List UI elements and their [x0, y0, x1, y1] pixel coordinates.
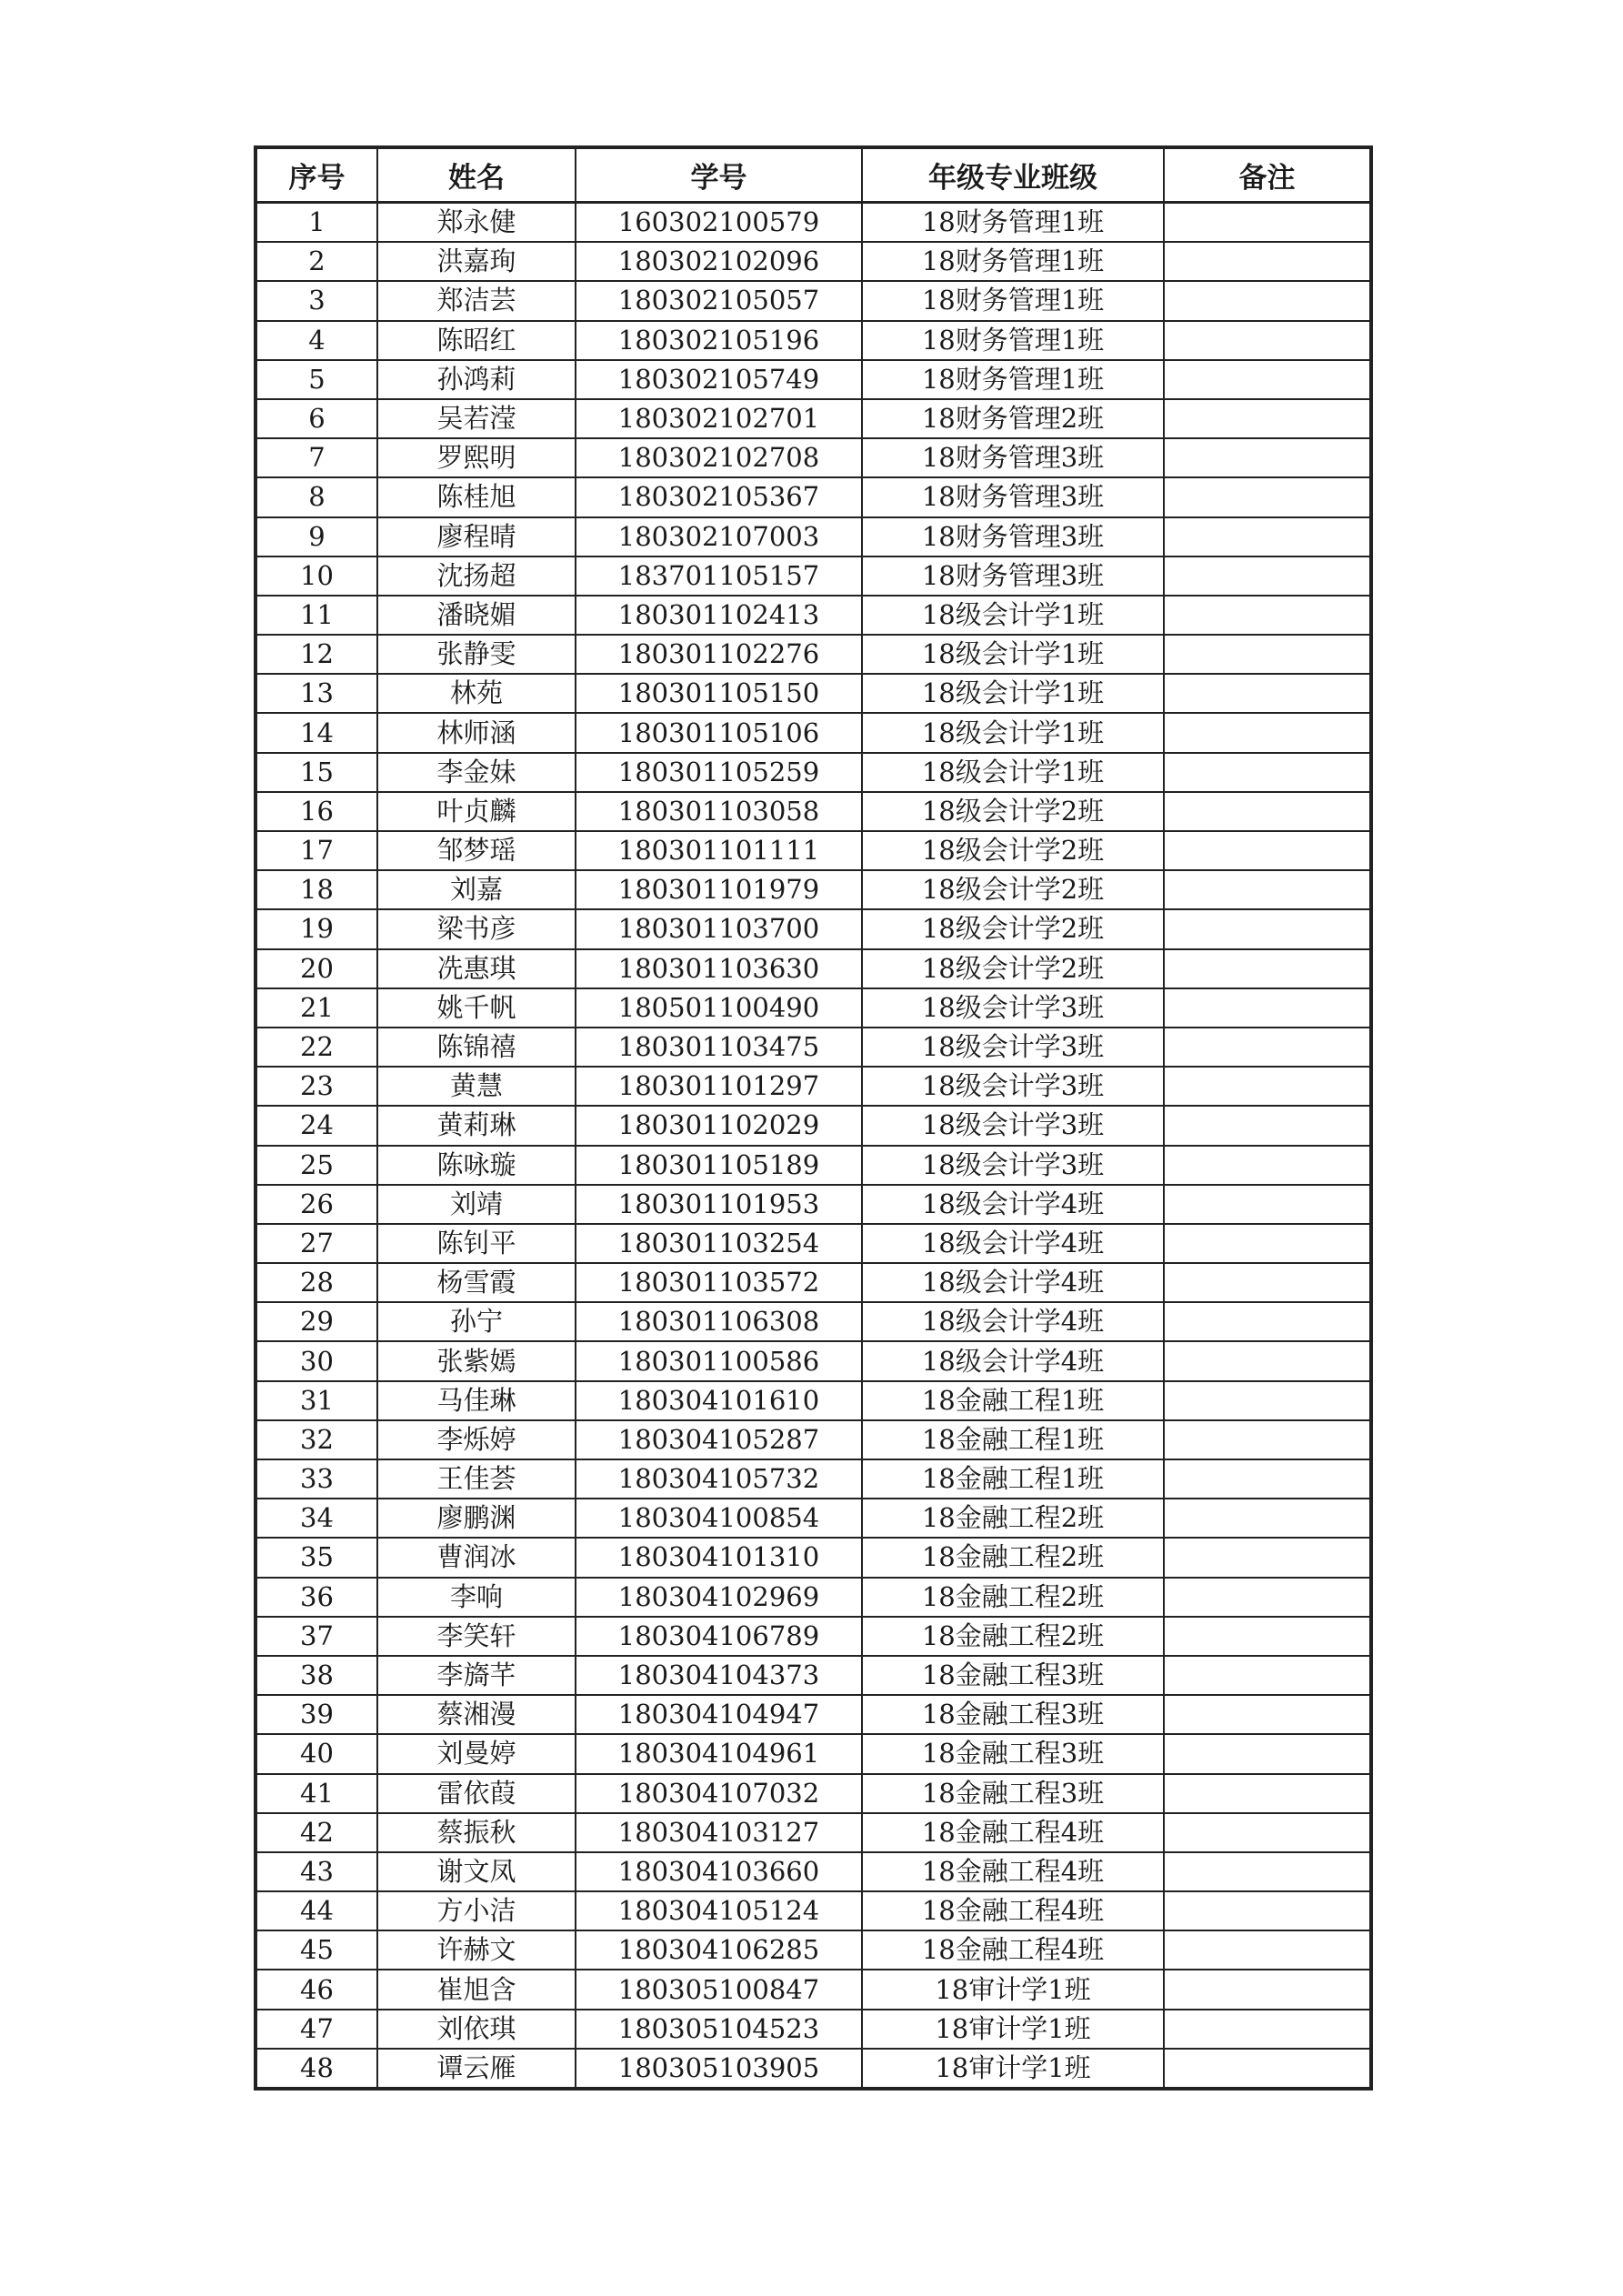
cell-remarks	[1164, 988, 1370, 1028]
cell-index: 29	[256, 1302, 377, 1341]
cell-class: 18财务管理2班	[862, 399, 1164, 438]
cell-remarks	[1164, 1930, 1370, 1970]
cell-student-id: 180301105106	[576, 713, 862, 752]
table-row	[256, 674, 1370, 713]
cell-remarks	[1164, 870, 1370, 909]
cell-remarks	[1164, 1459, 1370, 1499]
cell-student-id: 180304106789	[576, 1617, 862, 1656]
table-row	[256, 2049, 1370, 2088]
cell-student-id: 180304101610	[576, 1381, 862, 1420]
cell-class: 18财务管理1班	[862, 360, 1164, 399]
cell-class: 18金融工程1班	[862, 1381, 1164, 1420]
cell-remarks	[1164, 1185, 1370, 1224]
cell-student-id: 180304106285	[576, 1930, 862, 1970]
cell-name: 崔旭含	[377, 1970, 576, 2009]
cell-student-id: 180304104373	[576, 1656, 862, 1695]
cell-remarks	[1164, 1341, 1370, 1380]
table-row	[256, 1146, 1370, 1185]
cell-name: 潘晓媚	[377, 596, 576, 635]
table-row	[256, 909, 1370, 948]
cell-index: 18	[256, 870, 377, 909]
table-row	[256, 1695, 1370, 1734]
cell-student-id: 180302105057	[576, 281, 862, 320]
cell-remarks	[1164, 517, 1370, 556]
cell-index: 43	[256, 1852, 377, 1891]
cell-name: 孙鸿莉	[377, 360, 576, 399]
cell-class: 18级会计学2班	[862, 792, 1164, 831]
cell-student-id: 183701105157	[576, 556, 862, 596]
cell-remarks	[1164, 438, 1370, 477]
cell-remarks	[1164, 1538, 1370, 1577]
cell-remarks	[1164, 477, 1370, 516]
table-row	[256, 870, 1370, 909]
cell-name: 陈昭红	[377, 321, 576, 360]
cell-name: 廖鹏渊	[377, 1499, 576, 1538]
cell-class: 18级会计学3班	[862, 988, 1164, 1028]
cell-index: 16	[256, 792, 377, 831]
table-row	[256, 1106, 1370, 1145]
table-row	[256, 203, 1370, 243]
cell-index: 19	[256, 909, 377, 948]
cell-index: 8	[256, 477, 377, 516]
cell-class: 18金融工程1班	[862, 1420, 1164, 1459]
cell-class: 18级会计学2班	[862, 909, 1164, 948]
cell-remarks	[1164, 1970, 1370, 2009]
cell-remarks	[1164, 2010, 1370, 2049]
cell-remarks	[1164, 1028, 1370, 1067]
table-row	[256, 1891, 1370, 1930]
cell-student-id: 180304107032	[576, 1774, 862, 1813]
cell-remarks	[1164, 1734, 1370, 1773]
cell-name: 洪嘉珣	[377, 242, 576, 281]
table-row	[256, 1420, 1370, 1459]
cell-remarks	[1164, 1813, 1370, 1852]
cell-remarks	[1164, 556, 1370, 596]
table-row	[256, 321, 1370, 360]
cell-student-id: 180302102701	[576, 399, 862, 438]
cell-name: 廖程晴	[377, 517, 576, 556]
cell-remarks	[1164, 596, 1370, 635]
table-row	[256, 1224, 1370, 1263]
cell-class: 18级会计学4班	[862, 1302, 1164, 1341]
cell-student-id: 180302102708	[576, 438, 862, 477]
cell-class: 18金融工程1班	[862, 1459, 1164, 1499]
table-row	[256, 1930, 1370, 1970]
cell-name: 冼惠琪	[377, 949, 576, 988]
cell-remarks	[1164, 360, 1370, 399]
cell-name: 叶贞麟	[377, 792, 576, 831]
cell-name: 刘嘉	[377, 870, 576, 909]
cell-index: 7	[256, 438, 377, 477]
cell-name: 李金妹	[377, 753, 576, 792]
cell-name: 姚千帆	[377, 988, 576, 1028]
table-row	[256, 1185, 1370, 1224]
cell-index: 39	[256, 1695, 377, 1734]
cell-class: 18金融工程3班	[862, 1695, 1164, 1734]
cell-remarks	[1164, 1499, 1370, 1538]
cell-student-id: 180301105259	[576, 753, 862, 792]
cell-index: 32	[256, 1420, 377, 1459]
cell-remarks	[1164, 242, 1370, 281]
cell-student-id: 180304103660	[576, 1852, 862, 1891]
cell-index: 12	[256, 635, 377, 674]
cell-name: 李旖芊	[377, 1656, 576, 1695]
cell-student-id: 180301105189	[576, 1146, 862, 1185]
cell-name: 陈桂旭	[377, 477, 576, 516]
cell-class: 18金融工程3班	[862, 1656, 1164, 1695]
cell-index: 10	[256, 556, 377, 596]
cell-name: 吴若滢	[377, 399, 576, 438]
cell-remarks	[1164, 203, 1370, 243]
cell-remarks	[1164, 281, 1370, 320]
cell-name: 陈咏璇	[377, 1146, 576, 1185]
cell-student-id: 180301103630	[576, 949, 862, 988]
cell-index: 31	[256, 1381, 377, 1420]
table-row	[256, 596, 1370, 635]
cell-remarks	[1164, 1774, 1370, 1813]
cell-student-id: 180301100586	[576, 1341, 862, 1380]
cell-index: 5	[256, 360, 377, 399]
cell-index: 33	[256, 1459, 377, 1499]
cell-class: 18金融工程4班	[862, 1930, 1164, 1970]
header-index: 序号	[256, 148, 377, 203]
table-row	[256, 1774, 1370, 1813]
cell-student-id: 180304103127	[576, 1813, 862, 1852]
cell-name: 梁书彦	[377, 909, 576, 948]
cell-class: 18金融工程3班	[862, 1774, 1164, 1813]
cell-class: 18级会计学3班	[862, 1067, 1164, 1106]
cell-student-id: 180301103058	[576, 792, 862, 831]
cell-student-id: 180301102276	[576, 635, 862, 674]
cell-class: 18级会计学2班	[862, 831, 1164, 870]
cell-index: 6	[256, 399, 377, 438]
cell-remarks	[1164, 1656, 1370, 1695]
table-row	[256, 1852, 1370, 1891]
cell-class: 18财务管理3班	[862, 556, 1164, 596]
table-row	[256, 635, 1370, 674]
cell-name: 林苑	[377, 674, 576, 713]
cell-student-id: 160302100579	[576, 203, 862, 243]
cell-remarks	[1164, 1891, 1370, 1930]
cell-index: 20	[256, 949, 377, 988]
cell-class: 18级会计学1班	[862, 596, 1164, 635]
table-row	[256, 1578, 1370, 1617]
cell-class: 18审计学1班	[862, 2049, 1164, 2088]
cell-index: 17	[256, 831, 377, 870]
cell-index: 14	[256, 713, 377, 752]
cell-name: 罗熙明	[377, 438, 576, 477]
cell-remarks	[1164, 1067, 1370, 1106]
cell-name: 谢文凤	[377, 1852, 576, 1891]
cell-student-id: 180501100490	[576, 988, 862, 1028]
cell-student-id: 180301101111	[576, 831, 862, 870]
cell-name: 黄慧	[377, 1067, 576, 1106]
table-row	[256, 1734, 1370, 1773]
cell-class: 18级会计学4班	[862, 1341, 1164, 1380]
cell-student-id: 180301105150	[576, 674, 862, 713]
cell-student-id: 180301101953	[576, 1185, 862, 1224]
table-row	[256, 438, 1370, 477]
cell-remarks	[1164, 831, 1370, 870]
cell-index: 1	[256, 203, 377, 243]
cell-student-id: 180301106308	[576, 1302, 862, 1341]
cell-remarks	[1164, 1106, 1370, 1145]
cell-student-id: 180301103700	[576, 909, 862, 948]
cell-student-id: 180304105732	[576, 1459, 862, 1499]
cell-student-id: 180305103905	[576, 2049, 862, 2088]
cell-student-id: 180301102029	[576, 1106, 862, 1145]
table-row	[256, 1459, 1370, 1499]
table-row	[256, 831, 1370, 870]
cell-index: 27	[256, 1224, 377, 1263]
cell-index: 4	[256, 321, 377, 360]
cell-name: 刘曼婷	[377, 1734, 576, 1773]
cell-name: 蔡振秋	[377, 1813, 576, 1852]
cell-student-id: 180301103475	[576, 1028, 862, 1067]
cell-index: 38	[256, 1656, 377, 1695]
cell-index: 3	[256, 281, 377, 320]
cell-student-id: 180305104523	[576, 2010, 862, 2049]
table-row	[256, 556, 1370, 596]
cell-name: 雷依葭	[377, 1774, 576, 1813]
cell-index: 46	[256, 1970, 377, 2009]
cell-name: 林师涵	[377, 713, 576, 752]
cell-class: 18级会计学4班	[862, 1185, 1164, 1224]
table-row	[256, 2010, 1370, 2049]
cell-index: 35	[256, 1538, 377, 1577]
cell-remarks	[1164, 1146, 1370, 1185]
cell-name: 陈钊平	[377, 1224, 576, 1263]
cell-student-id: 180301101297	[576, 1067, 862, 1106]
cell-remarks	[1164, 635, 1370, 674]
cell-name: 李响	[377, 1578, 576, 1617]
cell-class: 18级会计学4班	[862, 1263, 1164, 1302]
cell-student-id: 180304101310	[576, 1538, 862, 1577]
cell-remarks	[1164, 399, 1370, 438]
cell-index: 15	[256, 753, 377, 792]
cell-name: 李烁婷	[377, 1420, 576, 1459]
cell-student-id: 180304105124	[576, 1891, 862, 1930]
cell-class: 18级会计学3班	[862, 1106, 1164, 1145]
cell-name: 曹润冰	[377, 1538, 576, 1577]
cell-remarks	[1164, 1224, 1370, 1263]
cell-remarks	[1164, 321, 1370, 360]
table-row	[256, 1499, 1370, 1538]
table-row	[256, 988, 1370, 1028]
cell-name: 刘依琪	[377, 2010, 576, 2049]
cell-name: 王佳荟	[377, 1459, 576, 1499]
cell-remarks	[1164, 1852, 1370, 1891]
table-row	[256, 1813, 1370, 1852]
cell-index: 22	[256, 1028, 377, 1067]
cell-remarks	[1164, 792, 1370, 831]
cell-class: 18金融工程3班	[862, 1734, 1164, 1773]
cell-name: 谭云雁	[377, 2049, 576, 2088]
table-row	[256, 1656, 1370, 1695]
cell-class: 18级会计学3班	[862, 1028, 1164, 1067]
table-row	[256, 517, 1370, 556]
cell-index: 37	[256, 1617, 377, 1656]
cell-remarks	[1164, 1302, 1370, 1341]
table-row	[256, 360, 1370, 399]
cell-class: 18财务管理1班	[862, 203, 1164, 243]
table-body	[256, 203, 1370, 2089]
cell-index: 9	[256, 517, 377, 556]
cell-class: 18级会计学2班	[862, 949, 1164, 988]
cell-remarks	[1164, 949, 1370, 988]
table-row	[256, 1617, 1370, 1656]
cell-class: 18审计学1班	[862, 2010, 1164, 2049]
cell-class: 18级会计学1班	[862, 635, 1164, 674]
cell-index: 24	[256, 1106, 377, 1145]
table-row	[256, 1538, 1370, 1577]
cell-remarks	[1164, 1695, 1370, 1734]
cell-class: 18级会计学1班	[862, 713, 1164, 752]
cell-remarks	[1164, 753, 1370, 792]
cell-index: 2	[256, 242, 377, 281]
cell-class: 18金融工程4班	[862, 1852, 1164, 1891]
cell-class: 18级会计学3班	[862, 1146, 1164, 1185]
header-remarks: 备注	[1164, 148, 1370, 203]
cell-class: 18金融工程4班	[862, 1891, 1164, 1930]
cell-class: 18财务管理3班	[862, 477, 1164, 516]
cell-student-id: 180301101979	[576, 870, 862, 909]
cell-class: 18财务管理1班	[862, 242, 1164, 281]
cell-index: 42	[256, 1813, 377, 1852]
table-row	[256, 1381, 1370, 1420]
cell-student-id: 180302105367	[576, 477, 862, 516]
table-row	[256, 1263, 1370, 1302]
cell-index: 45	[256, 1930, 377, 1970]
cell-index: 25	[256, 1146, 377, 1185]
table-row	[256, 753, 1370, 792]
cell-class: 18财务管理3班	[862, 438, 1164, 477]
table-row	[256, 1302, 1370, 1341]
cell-index: 40	[256, 1734, 377, 1773]
cell-student-id: 180301103254	[576, 1224, 862, 1263]
cell-remarks	[1164, 1263, 1370, 1302]
header-name: 姓名	[377, 148, 576, 203]
cell-student-id: 180304102969	[576, 1578, 862, 1617]
cell-class: 18财务管理1班	[862, 321, 1164, 360]
table-row	[256, 281, 1370, 320]
cell-class: 18级会计学1班	[862, 753, 1164, 792]
cell-index: 28	[256, 1263, 377, 1302]
cell-student-id: 180301102413	[576, 596, 862, 635]
cell-remarks	[1164, 674, 1370, 713]
cell-index: 23	[256, 1067, 377, 1106]
cell-index: 21	[256, 988, 377, 1028]
cell-class: 18级会计学1班	[862, 674, 1164, 713]
cell-class: 18金融工程2班	[862, 1578, 1164, 1617]
cell-name: 许赫文	[377, 1930, 576, 1970]
cell-name: 李笑轩	[377, 1617, 576, 1656]
cell-name: 郑永健	[377, 203, 576, 243]
cell-name: 张紫嫣	[377, 1341, 576, 1380]
cell-name: 刘靖	[377, 1185, 576, 1224]
table-row	[256, 477, 1370, 516]
cell-name: 邹梦瑶	[377, 831, 576, 870]
cell-remarks	[1164, 909, 1370, 948]
cell-remarks	[1164, 713, 1370, 752]
header-row	[256, 148, 1370, 203]
cell-name: 马佳琳	[377, 1381, 576, 1420]
cell-index: 13	[256, 674, 377, 713]
table-header	[256, 148, 1370, 203]
cell-name: 杨雪霞	[377, 1263, 576, 1302]
cell-student-id: 180302102096	[576, 242, 862, 281]
cell-student-id: 180301103572	[576, 1263, 862, 1302]
cell-name: 郑洁芸	[377, 281, 576, 320]
table-row	[256, 242, 1370, 281]
cell-index: 26	[256, 1185, 377, 1224]
cell-class: 18金融工程2班	[862, 1538, 1164, 1577]
table-row	[256, 1341, 1370, 1380]
cell-index: 34	[256, 1499, 377, 1538]
cell-name: 孙宁	[377, 1302, 576, 1341]
cell-class: 18级会计学2班	[862, 870, 1164, 909]
cell-class: 18金融工程2班	[862, 1617, 1164, 1656]
header-student-id: 学号	[576, 148, 862, 203]
cell-student-id: 180302105749	[576, 360, 862, 399]
student-roster-table	[255, 147, 1371, 2089]
cell-remarks	[1164, 1381, 1370, 1420]
cell-class: 18财务管理3班	[862, 517, 1164, 556]
cell-class: 18财务管理1班	[862, 281, 1164, 320]
cell-name: 黄莉琳	[377, 1106, 576, 1145]
cell-student-id: 180304104947	[576, 1695, 862, 1734]
cell-class: 18审计学1班	[862, 1970, 1164, 2009]
cell-student-id: 180304105287	[576, 1420, 862, 1459]
table-row	[256, 399, 1370, 438]
cell-student-id: 180305100847	[576, 1970, 862, 2009]
cell-index: 44	[256, 1891, 377, 1930]
cell-name: 蔡湘漫	[377, 1695, 576, 1734]
cell-student-id: 180304104961	[576, 1734, 862, 1773]
cell-remarks	[1164, 1420, 1370, 1459]
cell-class: 18金融工程4班	[862, 1813, 1164, 1852]
header-class: 年级专业班级	[862, 148, 1164, 203]
cell-remarks	[1164, 1578, 1370, 1617]
cell-index: 30	[256, 1341, 377, 1380]
cell-index: 41	[256, 1774, 377, 1813]
cell-index: 36	[256, 1578, 377, 1617]
cell-name: 张静雯	[377, 635, 576, 674]
cell-index: 47	[256, 2010, 377, 2049]
table-row	[256, 792, 1370, 831]
cell-student-id: 180302105196	[576, 321, 862, 360]
table-row	[256, 713, 1370, 752]
table-row	[256, 949, 1370, 988]
cell-index: 48	[256, 2049, 377, 2088]
table-row	[256, 1067, 1370, 1106]
cell-remarks	[1164, 1617, 1370, 1656]
cell-student-id: 180304100854	[576, 1499, 862, 1538]
cell-name: 陈锦禧	[377, 1028, 576, 1067]
cell-index: 11	[256, 596, 377, 635]
table-row	[256, 1028, 1370, 1067]
cell-remarks	[1164, 2049, 1370, 2088]
cell-class: 18金融工程2班	[862, 1499, 1164, 1538]
cell-student-id: 180302107003	[576, 517, 862, 556]
table-row	[256, 1970, 1370, 2009]
cell-name: 方小洁	[377, 1891, 576, 1930]
cell-name: 沈扬超	[377, 556, 576, 596]
cell-class: 18级会计学4班	[862, 1224, 1164, 1263]
